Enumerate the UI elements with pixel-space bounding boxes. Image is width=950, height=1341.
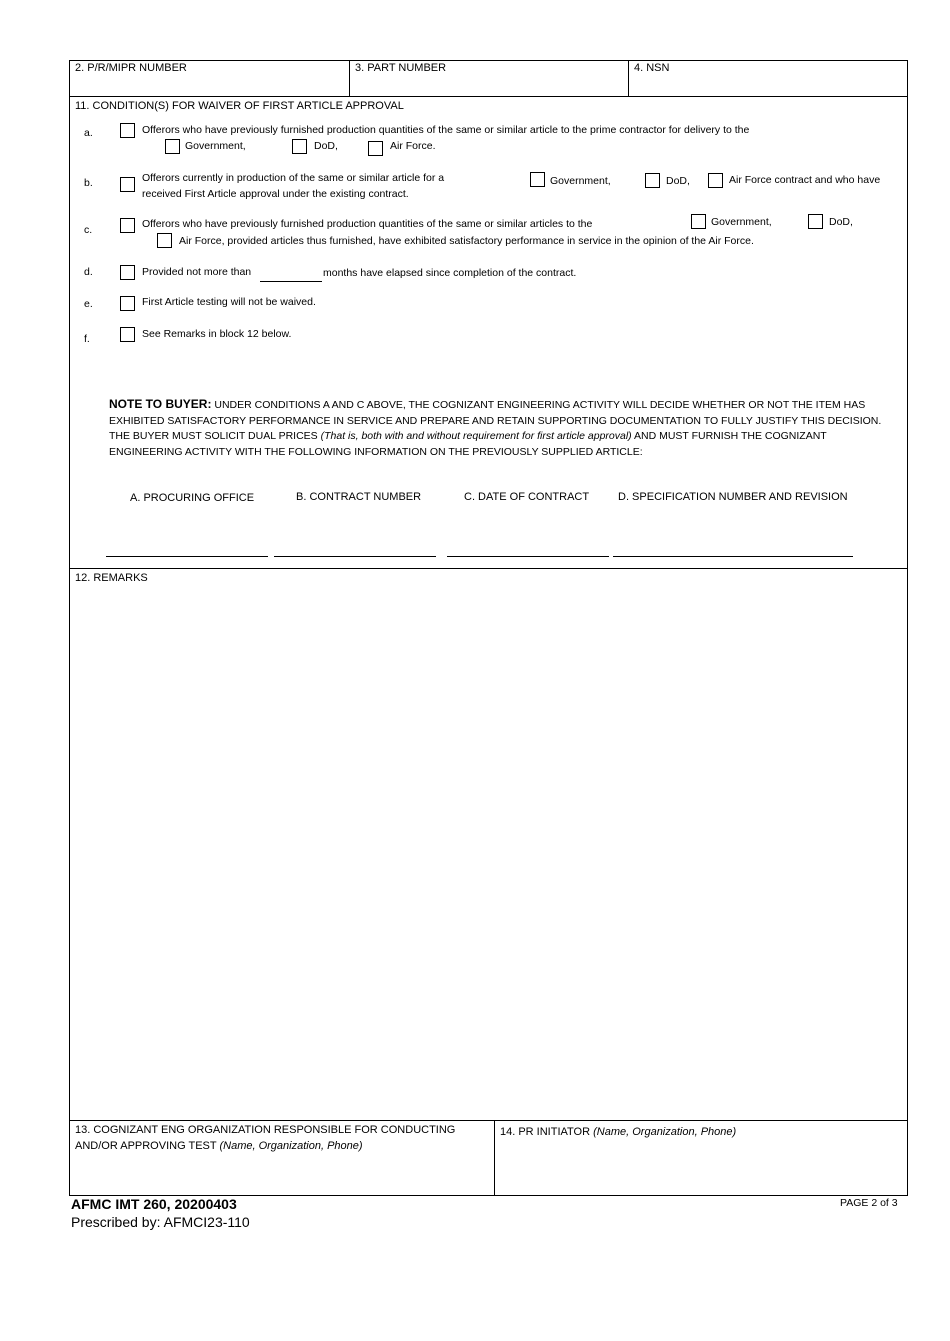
note-body-2: AND MUST FURNISH THE COGNIZANT ENGINEERING ACTIVITY WITH THE FOLLOWING INFORMATION ON THE PREVIOUSLY SUPPLIED ARTICLE: bbox=[109, 430, 827, 458]
note-heading: NOTE TO BUYER: bbox=[109, 397, 212, 411]
divider bbox=[69, 96, 908, 97]
condition-a-government-checkbox[interactable] bbox=[165, 139, 180, 154]
block13-field[interactable] bbox=[72, 1158, 492, 1194]
prescribed-by: Prescribed by: AFMCI23-110 bbox=[71, 1214, 250, 1230]
condition-b-government-label: Government, bbox=[550, 175, 611, 187]
condition-f-checkbox[interactable] bbox=[120, 327, 135, 342]
divider bbox=[69, 1120, 908, 1121]
block13-line2-text: AND/OR APPROVING TEST bbox=[75, 1140, 220, 1152]
page-number: PAGE 2 of 3 bbox=[840, 1197, 898, 1209]
part-number-label: 3. PART NUMBER bbox=[355, 62, 447, 74]
condition-d-text-before: Provided not more than bbox=[142, 266, 252, 278]
note-body-1: UNDER CONDITIONS A AND C ABOVE, THE COGNIZANT ENGINEERING ACTIVITY WILL DECIDE WHETHER OR NOT THE ITEM HAS EXHIBITED SATISFACTORY PERFORMANCE IN SERVICE AND PREPARE AND RETAIN SUPPORTING DOCUMENTATION TO FULLY JUSTIFY THIS DECISION. THE BUYER MUST SOLICIT DUAL PRICES bbox=[109, 399, 882, 442]
conditions-title: 11. CONDITION(S) FOR WAIVER OF FIRST ARTICLE APPROVAL bbox=[75, 100, 404, 112]
condition-b-dod-label: DoD, bbox=[666, 175, 690, 187]
condition-a-dod-label: DoD, bbox=[314, 140, 338, 152]
condition-e-checkbox[interactable] bbox=[120, 296, 135, 311]
specification-header: D. SPECIFICATION NUMBER AND REVISION bbox=[618, 491, 848, 503]
condition-a-airforce-label: Air Force. bbox=[390, 140, 436, 152]
block13-line2 bbox=[75, 1140, 363, 1153]
condition-b-airforce-label: Air Force contract and who have bbox=[729, 174, 881, 186]
condition-a-airforce-checkbox[interactable] bbox=[368, 141, 383, 156]
condition-e-text: First Article testing will not be waived. bbox=[142, 296, 316, 308]
condition-a-checkbox[interactable] bbox=[120, 123, 135, 138]
prmipr-number-label: 2. P/R/MIPR NUMBER bbox=[75, 62, 187, 74]
condition-b-checkbox[interactable] bbox=[120, 177, 135, 192]
block14-label: 14. PR INITIATOR bbox=[500, 1126, 591, 1138]
condition-c-dod-checkbox[interactable] bbox=[808, 214, 823, 229]
condition-b-government-checkbox[interactable] bbox=[530, 172, 545, 187]
date-of-contract-field[interactable] bbox=[447, 556, 609, 557]
condition-f-letter: f. bbox=[84, 333, 90, 345]
nsn-label: 4. NSN bbox=[634, 62, 670, 74]
divider bbox=[494, 1120, 495, 1196]
condition-c-government-checkbox[interactable] bbox=[691, 214, 706, 229]
note-italic: (That is, both with and without requirement for first article approval) bbox=[320, 430, 632, 442]
form-id: AFMC IMT 260, 20200403 bbox=[71, 1196, 237, 1212]
block14-hint: (Name, Organization, Phone) bbox=[590, 1126, 737, 1138]
condition-d-letter: d. bbox=[84, 266, 93, 278]
condition-c-line2: Air Force, provided articles thus furnished, have exhibited satisfactory performance in service in the opinion of the Air Force. bbox=[179, 235, 754, 247]
procuring-office-header: A. PROCURING OFFICE bbox=[130, 492, 255, 504]
condition-c-government-label: Government, bbox=[711, 216, 772, 228]
condition-c-dod-label: DoD, bbox=[829, 216, 853, 228]
divider bbox=[349, 60, 350, 96]
block14-field[interactable] bbox=[497, 1142, 905, 1194]
procuring-office-field[interactable] bbox=[106, 556, 268, 557]
divider bbox=[628, 60, 629, 96]
condition-a-dod-checkbox[interactable] bbox=[292, 139, 307, 154]
contract-number-field[interactable] bbox=[274, 556, 436, 557]
block13-line1: 13. COGNIZANT ENG ORGANIZATION RESPONSIBLE FOR CONDUCTING bbox=[75, 1124, 456, 1136]
condition-a-letter: a. bbox=[84, 127, 93, 139]
contract-number-header: B. CONTRACT NUMBER bbox=[296, 491, 422, 503]
condition-d-checkbox[interactable] bbox=[120, 265, 135, 280]
note-to-buyer bbox=[109, 397, 899, 460]
condition-f-text: See Remarks in block 12 below. bbox=[142, 328, 292, 340]
condition-a-text: Offerors who have previously furnished production quantities of the same or similar article to the prime contractor for delivery to the bbox=[142, 124, 750, 136]
condition-c-line1: Offerors who have previously furnished production quantities of the same or similar articles to the bbox=[142, 218, 593, 230]
specification-field[interactable] bbox=[613, 556, 853, 557]
months-field[interactable] bbox=[260, 281, 322, 282]
block14-label-line bbox=[500, 1126, 736, 1139]
condition-b-dod-checkbox[interactable] bbox=[645, 173, 660, 188]
condition-b-line2: received First Article approval under the existing contract. bbox=[142, 188, 409, 200]
condition-a-government-label: Government, bbox=[185, 140, 246, 152]
date-of-contract-header: C. DATE OF CONTRACT bbox=[464, 491, 590, 503]
condition-b-line1: Offerors currently in production of the same or similar article for a bbox=[142, 172, 445, 184]
condition-e-letter: e. bbox=[84, 298, 93, 310]
block13-hint: (Name, Organization, Phone) bbox=[219, 1140, 363, 1152]
condition-c-letter: c. bbox=[84, 224, 93, 236]
condition-d-text-after: months have elapsed since completion of the contract. bbox=[323, 267, 577, 279]
condition-c-checkbox[interactable] bbox=[120, 218, 135, 233]
condition-c-airforce-checkbox[interactable] bbox=[157, 233, 172, 248]
remarks-field[interactable] bbox=[72, 590, 905, 1118]
condition-b-letter: b. bbox=[84, 177, 93, 189]
divider bbox=[69, 568, 908, 569]
remarks-label: 12. REMARKS bbox=[75, 572, 148, 584]
condition-b-airforce-checkbox[interactable] bbox=[708, 173, 723, 188]
